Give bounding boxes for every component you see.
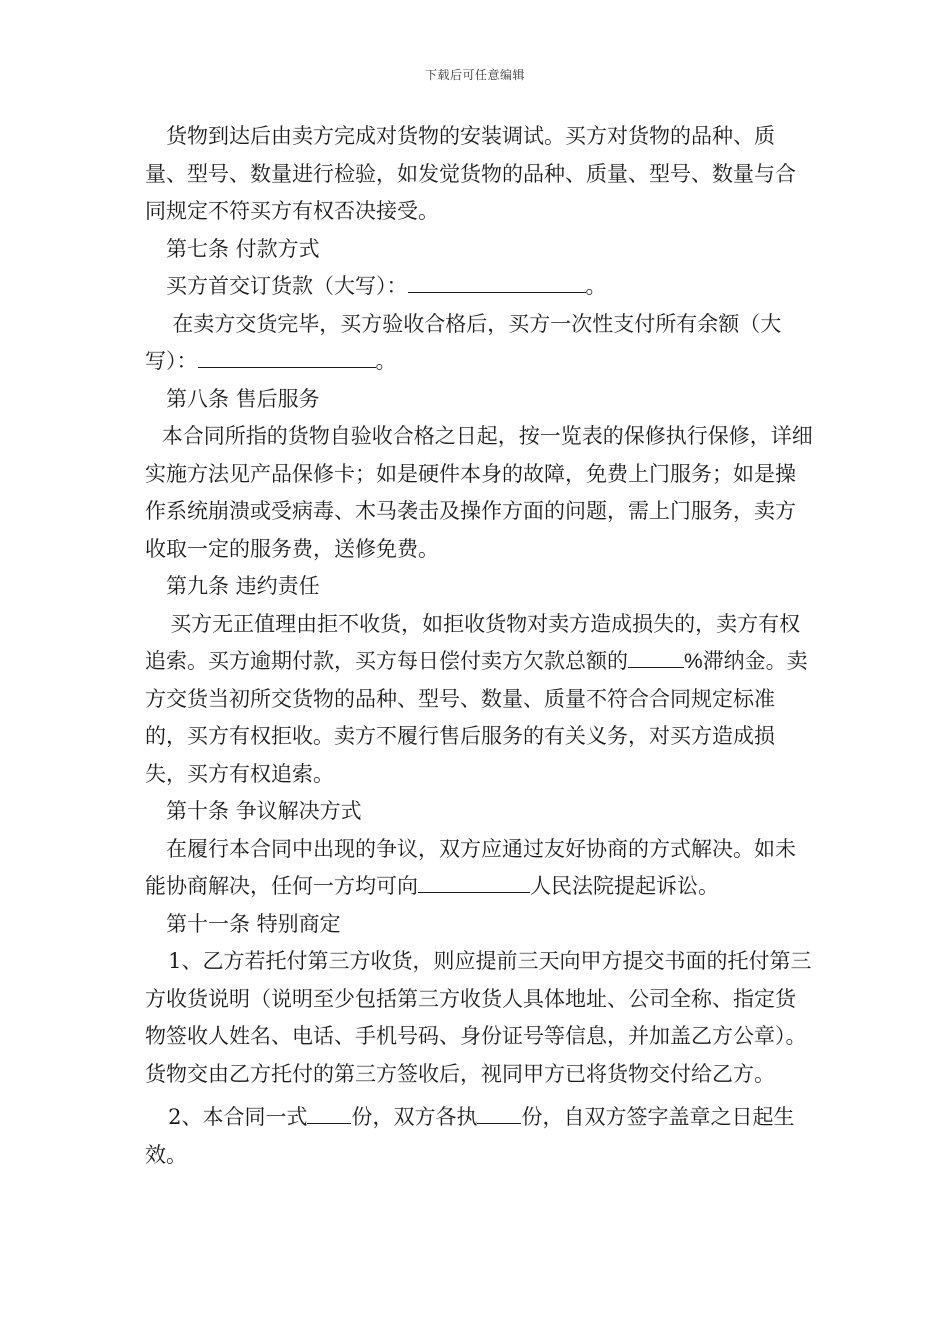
item2-part-a: 2、本合同一式 <box>168 1105 308 1129</box>
document-body <box>145 118 813 1174</box>
article9-body-suffix: 滞纳金。卖方交货当初所交货物的品种、型号、数量、质量不符合合同规定标准的，买方有权拒收。卖方不履行售后服务的有关义务，对买方造成损失，买方有权追索。 <box>145 649 808 786</box>
page-header: 下载后可任意编辑 <box>424 68 525 82</box>
item2-part-b: 份，双方各执 <box>351 1105 478 1129</box>
article11-title: 第十一条 特别商定 <box>166 911 341 936</box>
balance-label: 在卖方交货完毕，买方验收合格后，买方一次性支付所有余额（大写）： <box>145 311 782 373</box>
article7-title: 第七条 付款方式 <box>166 236 320 261</box>
article9-body <box>145 606 813 794</box>
balance-amount-blank[interactable] <box>198 345 376 368</box>
copies-total-blank[interactable] <box>307 1101 351 1124</box>
article6-tail-paragraph: 货物到达后由卖方完成对货物的安装调试。买方对货物的品种、质量、型号、数量进行检验，如发觉货物的品种、质量、型号、数量与合同规定不符买方有权否决接受。 <box>145 124 796 223</box>
deposit-amount-blank[interactable] <box>408 270 586 293</box>
deposit-label: 买方首交订货款（大写）： <box>166 274 408 298</box>
deposit-suffix: 。 <box>585 274 607 298</box>
article10-body <box>145 831 813 906</box>
article10-title: 第十条 争议解决方式 <box>166 799 362 823</box>
copies-each-blank[interactable] <box>477 1101 521 1124</box>
item2-part-c: 份，自双方签字盖章之日起生效。 <box>145 1105 795 1167</box>
balance-suffix: 。 <box>375 349 397 373</box>
article8-body: 本合同所指的货物自验收合格之日起，按一览表的保修执行保修，详细实施方法见产品保修卡；如是硬件本身的故障，免费上门服务；如是操作系统崩溃或受病毒、木马袭击及操作方面的问题，需上门服务，卖方收取一定的服务费，送修免费。 <box>145 424 813 561</box>
article10-body-prefix: 在履行本合同中出现的争议，双方应通过友好协商的方式解决。如未能协商解决，任何一方均可向 <box>145 836 796 898</box>
article10-body-suffix: 人民法院提起诉讼。 <box>530 874 719 898</box>
article9-body-prefix: 买方无正值理由拒不收货，如拒收货物对卖方造成损失的，卖方有权追索。买方逾期付款，买方每日偿付卖方欠款总额的 <box>145 611 801 673</box>
article9-title: 第九条 违约责任 <box>166 574 320 598</box>
article8-title: 第八条 售后服务 <box>166 386 320 411</box>
article11-item1: 1、乙方若托付第三方收货，则应提前三天向甲方提交书面的托付第三方收货说明（说明至少包括第三方收货人具体地址、公司全称、指定货物签收人姓名、电话、手机号码、身份证号等信息，并加盖乙方公章）。货物交由乙方托付的第三方签收后，视同甲方已将货物交付给乙方。 <box>145 949 812 1086</box>
article7-balance-paragraph <box>145 306 813 381</box>
late-fee-rate-blank[interactable] <box>628 645 684 668</box>
percent-sign: % <box>684 650 703 673</box>
article7-deposit-paragraph <box>145 268 813 306</box>
court-name-blank[interactable] <box>418 870 530 893</box>
article11-item2 <box>145 1099 813 1174</box>
